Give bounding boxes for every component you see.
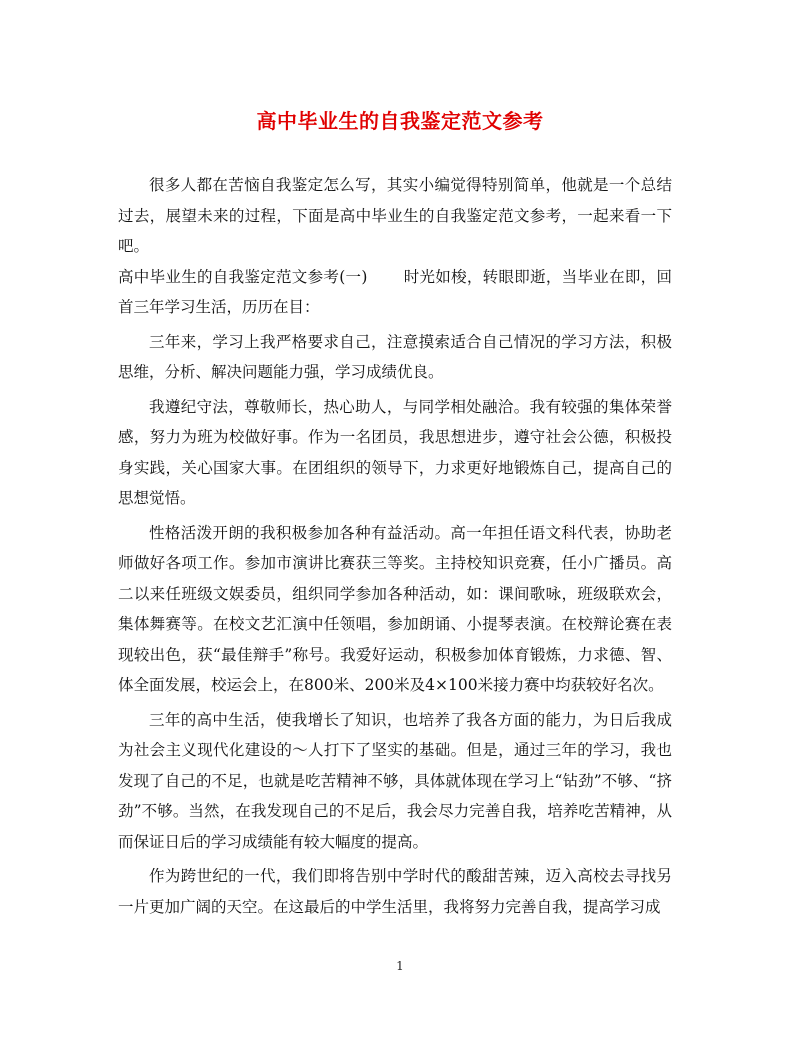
section-intro-paragraph bbox=[118, 262, 672, 323]
conduct-paragraph: 我遵纪守法，尊敬师长，热心助人，与同学相处融洽。我有较强的集体荣誉感，努力为班为校做好事。作为一名团员，我思想进步，遵守社会公德，积极投身实践，关心国家大事。在团组织的领导下，力求更好地锻炼自己，提高自己的思想觉悟。 bbox=[118, 397, 672, 507]
outlook-paragraph: 作为跨世纪的一代，我们即将告别中学时代的酸甜苦辣，迈入高校去寻找另一片更加广阔的天空。在这最后的中学生活里，我将努力完善自我，提高学习成 bbox=[118, 867, 672, 916]
document-body bbox=[118, 170, 672, 922]
activities-paragraph: 性格活泼开朗的我积极参加各种有益活动。高一年担任语文科代表，协助老师做好各项工作。参加市演讲比赛获三等奖。主持校知识竞赛，任小广播员。高二以来任班级文娱委员，组织同学参加各种活动，如：课间歌咏，班级联欢会，集体舞赛等。在校文艺汇演中任领唱，参加朗诵、小提琴表演。在校辩论赛在表现较出色，获“最佳辩手”称号。我爱好运动，积极参加体育锻炼，力求德、智、体全面发展，校运会上，在800米、200米及4×100米接力赛中均获较好名次。 bbox=[118, 523, 672, 694]
reflection-paragraph: 三年的高中生活，使我增长了知识，也培养了我各方面的能力，为日后我成为社会主义现代化建设的～人打下了坚实的基础。但是，通过三年的学习，我也发现了自己的不足，也就是吃苦精神不够，具体就体现在学习上“钻劲”不够、“挤劲”不够。当然，在我发现自己的不足后，我会尽力完善自我，培养吃苦精神，从而保证日后的学习成绩能有较大幅度的提高。 bbox=[118, 710, 672, 851]
section-intro-text: 时光如梭，转眼即逝，当毕业在即，回首三年学习生活，历历在目： bbox=[118, 267, 672, 316]
page-number: 1 bbox=[396, 959, 404, 973]
study-paragraph: 三年来，学习上我严格要求自己，注意摸索适合自己情况的学习方法，积极思维，分析、解决问题能力强，学习成绩优良。 bbox=[118, 332, 672, 381]
document-title: 高中毕业生的自我鉴定范文参考 bbox=[256, 109, 544, 133]
intro-paragraph: 很多人都在苦恼自我鉴定怎么写，其实小编觉得特别简单，他就是一个总结过去，展望未来的过程，下面是高中毕业生的自我鉴定范文参考，一起来看一下吧。 bbox=[118, 176, 672, 255]
section-heading: 高中毕业生的自我鉴定范文参考(一) bbox=[118, 267, 368, 286]
